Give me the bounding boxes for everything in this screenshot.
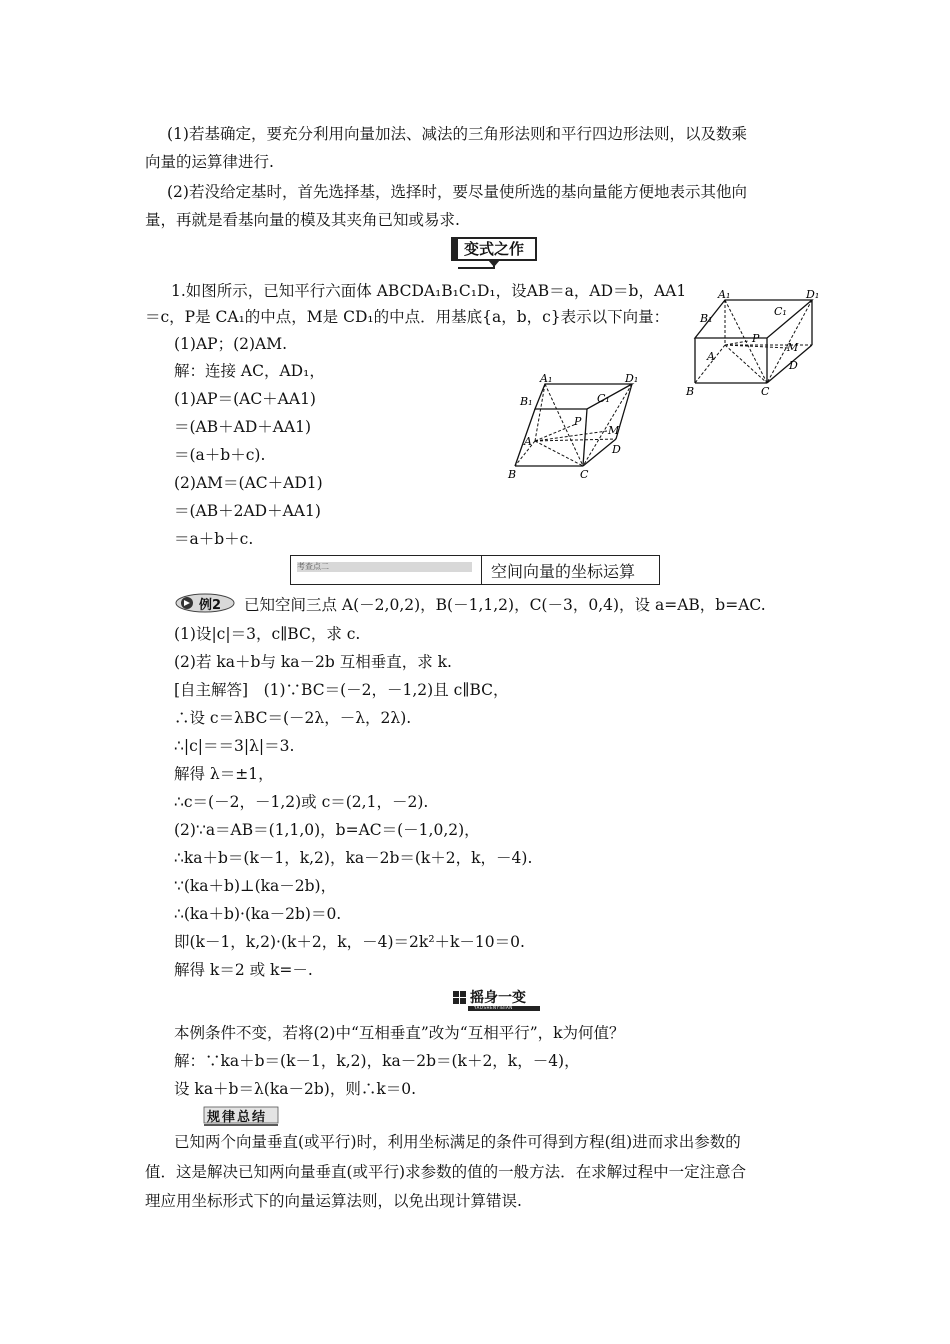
label-A1-mid: A₁ <box>540 372 553 385</box>
ex1-line4: 解：连接 AC，AD₁， <box>174 362 325 380</box>
variant2-line3: 设 ka＋b＝λ(ka－2b)，则∴k＝0. <box>174 1080 416 1098</box>
ex2-line1: 已知空间三点 A(－2,0,2)，B(－1,1,2)，C(－3，0,4)，设 a=AB，b=AC. <box>244 596 766 614</box>
label-C: C <box>761 385 770 398</box>
shake-badge-label: 摇身一变 <box>470 990 526 1006</box>
ex2-line11: ∵(ka＋b)⊥(ka－2b)， <box>174 877 337 895</box>
label-M-mid: M <box>608 424 620 437</box>
label-P: P <box>752 332 760 345</box>
top-face-mid <box>535 384 632 409</box>
label-A1: A₁ <box>718 288 731 301</box>
ex2-line7: 解得 λ＝±1， <box>174 765 274 783</box>
ex1-line5: (1)AP＝(AC＋AA1) <box>174 390 316 408</box>
label-P-mid: P <box>574 415 582 428</box>
rule-line1: 已知两个向量垂直(或平行)时，利用坐标满足的条件可得到方程(组)进而求出参数的 <box>174 1133 741 1151</box>
label-A-mid: A <box>524 435 532 448</box>
ex1-line7: ＝(a＋b＋c). <box>174 446 266 464</box>
section-title-box <box>290 555 660 585</box>
section-title: 空间向量的坐标运算 <box>491 562 636 581</box>
ex2-line4: [自主解答] (1)∵BC＝(－2，－1,2)且 c∥BC， <box>174 681 509 699</box>
label-B1: B₁ <box>700 312 713 325</box>
parallelepiped-figure-top <box>682 288 832 400</box>
parallelepiped-figure-middle <box>502 372 650 482</box>
label-B1-mid: B₁ <box>520 395 533 408</box>
label-D1-mid: D₁ <box>625 372 639 385</box>
variant-badge-label: 变式之作 <box>464 240 525 258</box>
tip2-line2: 量，再就是看基向量的模及其夹角已知或易求. <box>145 211 460 229</box>
label-B: B <box>686 385 695 398</box>
ex1-line3: (1)AP；(2)AM. <box>174 335 288 353</box>
ex2-line10: ∴ka＋b＝(k－1，k,2)，ka－2b＝(k＋2，k，－4). <box>174 849 533 867</box>
rule-badge-label: 规律总结 <box>207 1110 268 1125</box>
rule-line3: 理应用坐标形式下的向量运算法则，以免出现计算错误. <box>145 1192 522 1210</box>
section-tag: 考查点二 <box>297 562 329 571</box>
label-A: A <box>707 350 715 363</box>
section-tag-cell <box>291 556 482 584</box>
ex2-line9: (2)∵a＝AB＝(1,1,0)，b=AC＝(－1,0,2)， <box>174 821 480 839</box>
label-D-mid: D <box>612 443 621 456</box>
variant2-line1: 本例条件不变，若将(2)中“互相垂直”改为“互相平行”，k为何值？ <box>174 1024 625 1042</box>
example-badge <box>175 593 235 613</box>
ex2-line5: ∴设 c＝λBC＝(－2λ，－λ，2λ). <box>174 709 412 727</box>
label-C1-mid: C₁ <box>597 392 610 405</box>
ex2-line14: 解得 k＝2 或 k=－. <box>174 961 313 979</box>
example-badge-label: 例2 <box>199 598 222 613</box>
variant2-line2: 解：∵ka＋b＝(k－1，k,2)，ka－2b＝(k＋2，k，－4)， <box>174 1052 580 1070</box>
rule-line2: 值．这是解决已知两向量垂直(或平行)求参数的值的一般方法．在求解过程中一定注意合 <box>145 1163 747 1181</box>
ex2-line8: ∴c＝(－2，－1,2)或 c＝(2,1，－2). <box>174 793 429 811</box>
ex2-line13: 即(k－1，k,2)·(k＋2，k，－4)＝2k²＋k－10＝0. <box>174 933 525 951</box>
tip2-line1: (2)若没给定基时，首先选择基，选择时，要尽量使所选的基向量能方便地表示其他向 <box>167 183 747 201</box>
label-D: D <box>789 359 798 372</box>
ex1-line6: ＝(AB＋AD＋AA1) <box>174 418 312 436</box>
ex2-line6: ∴|c|＝＝3|λ|＝3. <box>174 737 295 755</box>
rule-badge <box>203 1105 279 1127</box>
ex1-line10: ＝a＋b＋c. <box>174 530 254 548</box>
ex1-line9: ＝(AB＋2AD＋AA1) <box>174 502 321 520</box>
shake-badge-sub: YAOSHENYIBIAN <box>474 1005 513 1010</box>
shake-badge <box>452 988 542 1012</box>
tip1-line2: 向量的运算律进行. <box>145 153 274 171</box>
label-C-mid: C <box>580 468 589 481</box>
ex1-line2: ＝c，P是 CA₁的中点，M是 CD₁的中点．用基底{a，b，c}表示以下向量： <box>145 308 670 326</box>
ex2-line3: (2)若 ka＋b与 ka－2b 互相垂直，求 k. <box>174 653 452 671</box>
label-C1: C₁ <box>774 305 787 318</box>
ex2-line12: ∴(ka＋b)·(ka－2b)＝0. <box>174 905 342 923</box>
tip1-line1: (1)若基确定，要充分利用向量加法、减法的三角形法则和平行四边形法则，以及数乘 <box>167 125 747 143</box>
ex1-line1: 1.如图所示，已知平行六面体 ABCDA₁B₁C₁D₁，设AB＝a，AD＝b，AA1 <box>171 282 687 300</box>
label-D1: D₁ <box>806 288 820 301</box>
label-M: M <box>787 341 799 354</box>
ex2-line2: (1)设|c|＝3，c∥BC，求 c. <box>174 625 361 643</box>
label-B-mid: B <box>508 468 517 481</box>
ex1-line8: (2)AM＝(AC＋AD1) <box>174 474 323 492</box>
variant-badge <box>448 236 540 270</box>
